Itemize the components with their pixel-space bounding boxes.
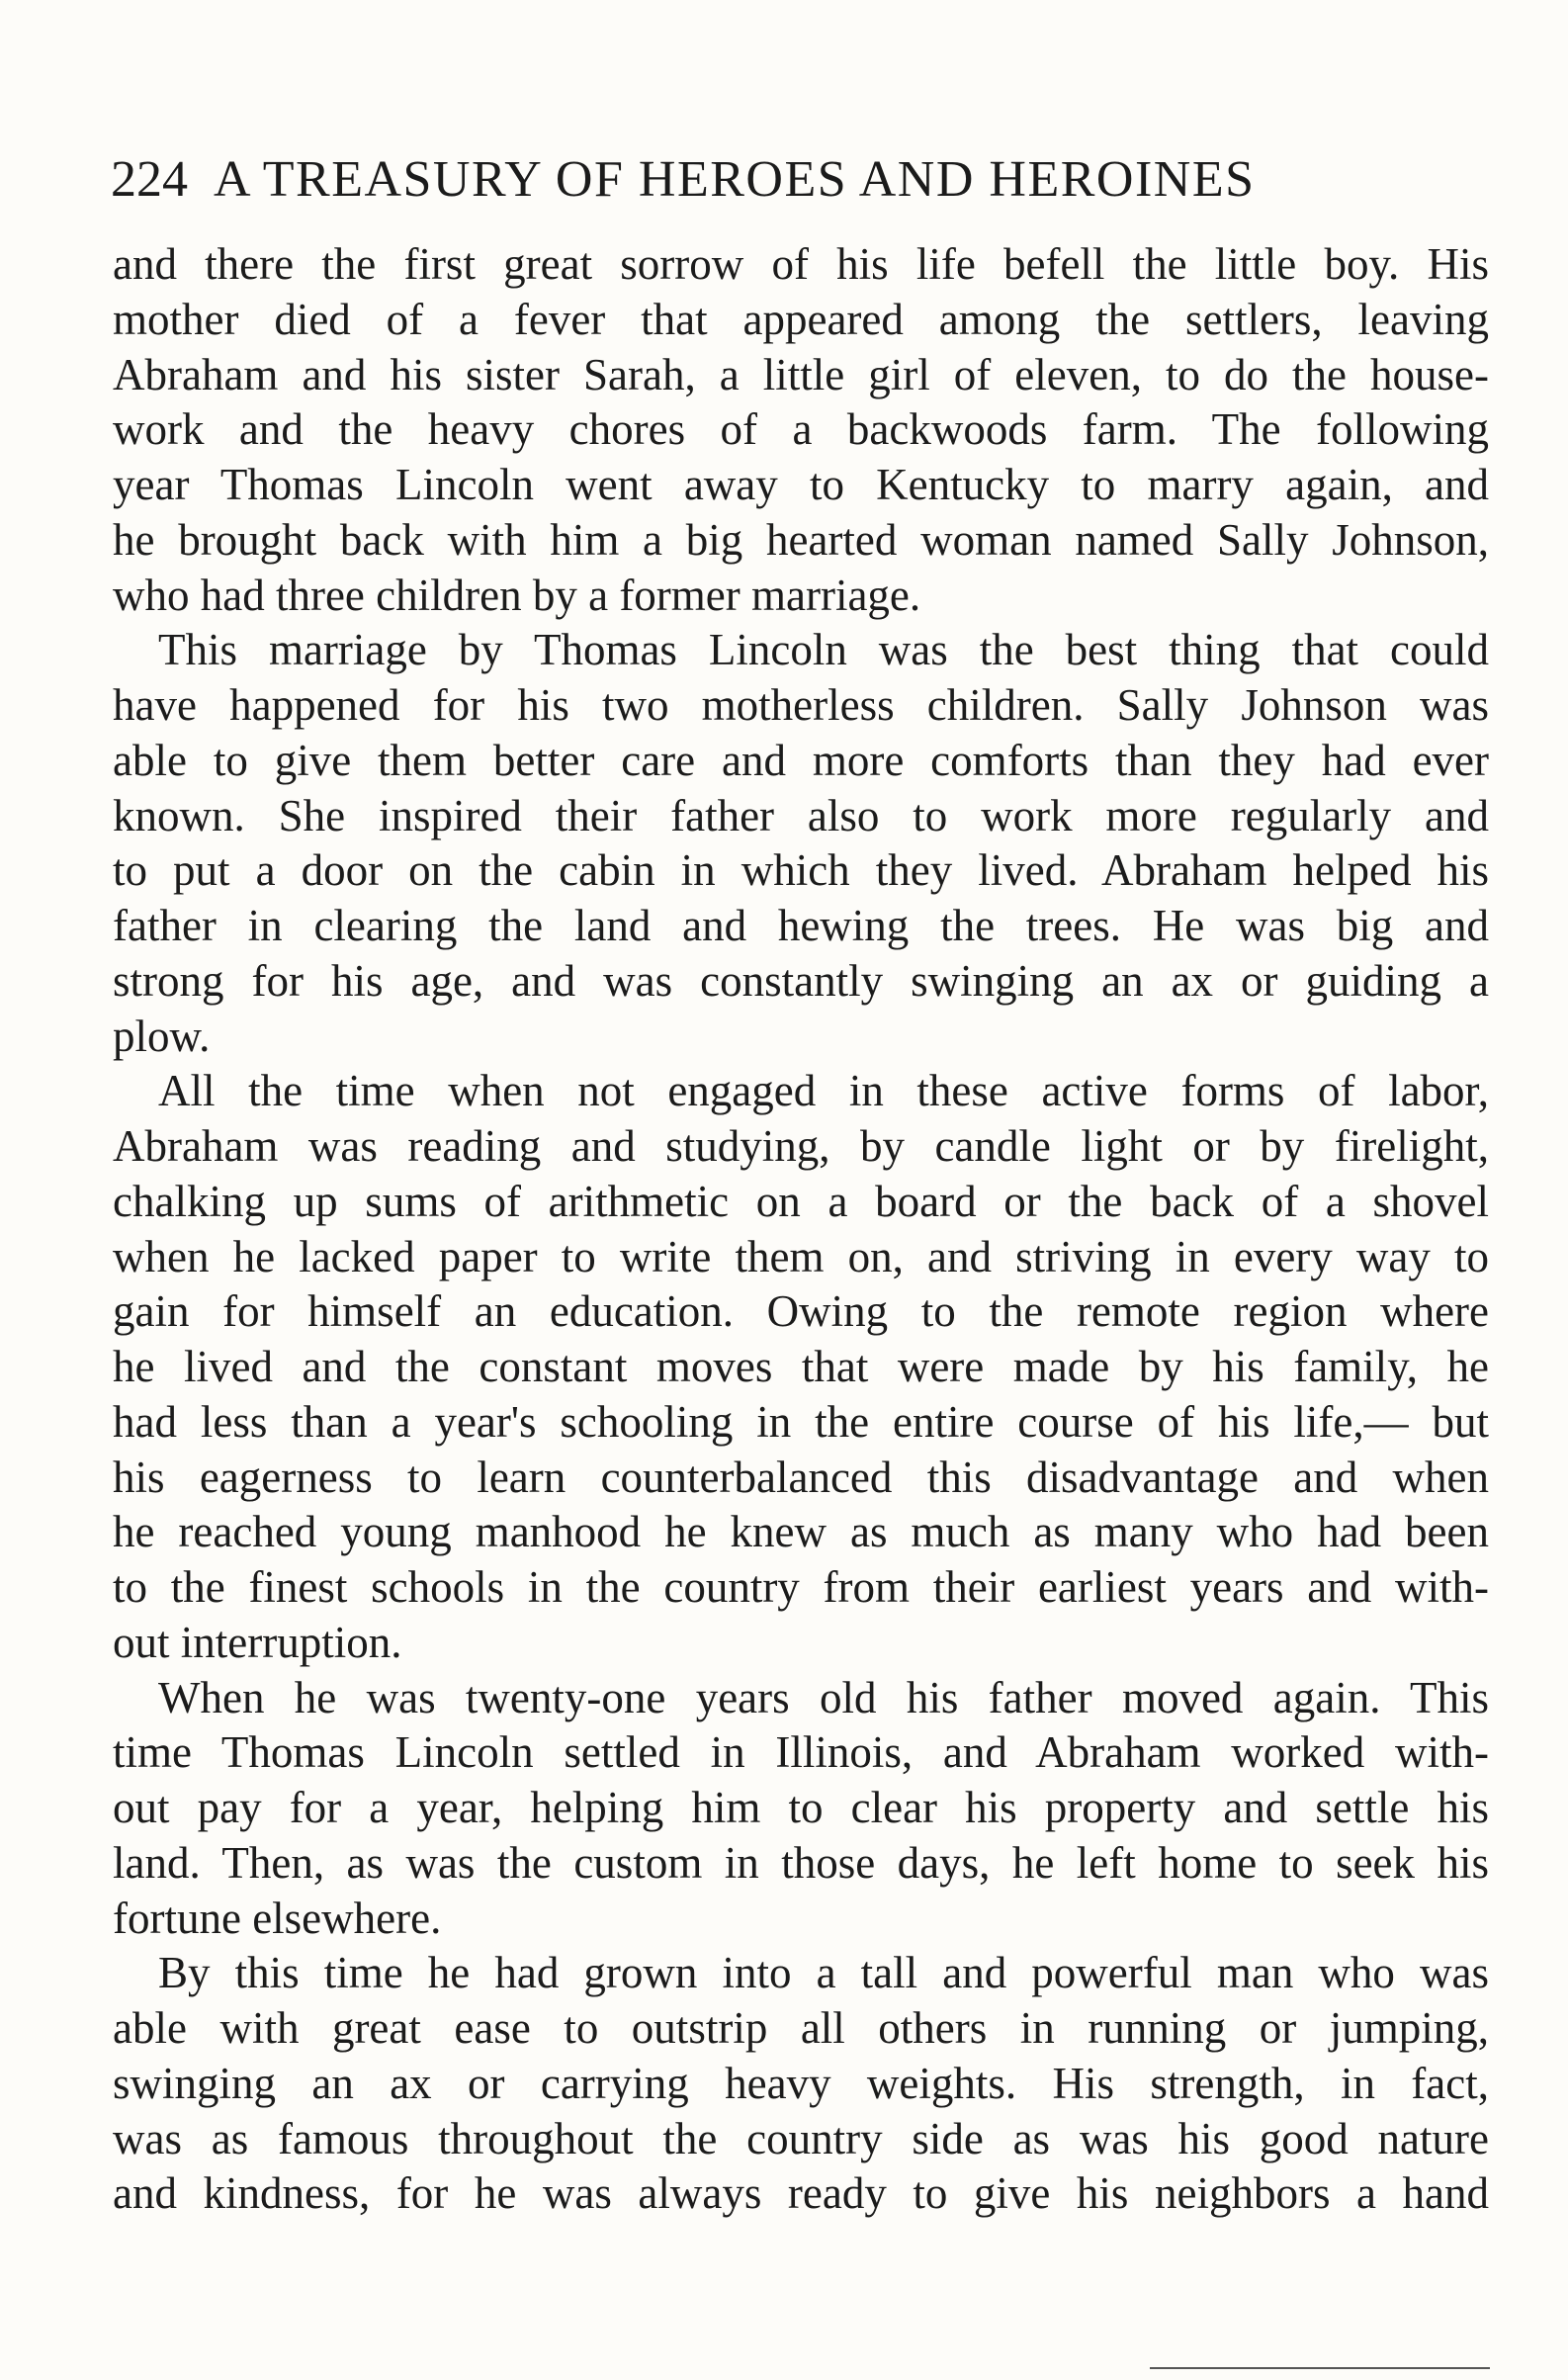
text-line: When he was twenty-one years old his father moved again. This	[158, 1672, 1489, 1722]
text-line: gain for himself an education. Owing to the remote region where	[113, 1286, 1489, 1337]
text-line: time Thomas Lincoln settled in Illinois, and Abraham worked with-	[113, 1727, 1489, 1778]
text-line: fortune elsewhere.	[113, 1893, 442, 1943]
paragraph	[113, 1671, 1489, 1947]
text-line: Abraham and his sister Sarah, a little girl of eleven, to do the house-	[113, 349, 1489, 399]
body-text	[113, 237, 1489, 2222]
footer-rule	[1150, 2367, 1490, 2369]
text-line: strong for his age, and was constantly swinging an ax or guiding a	[113, 955, 1489, 1006]
text-line: out pay for a year, helping him to clear his property and settle his	[113, 1783, 1489, 1832]
text-line: swinging an ax or carrying heavy weights. His strength, in fact,	[113, 2058, 1489, 2108]
text-line: out interruption.	[113, 1617, 402, 1667]
paragraph	[113, 1064, 1489, 1670]
text-line: able to give them better care and more comforts than they had ever	[113, 735, 1489, 785]
text-line: All the time when not engaged in these active forms of labor,	[158, 1066, 1489, 1116]
text-line: he reached young manhood he knew as much as many who had been	[113, 1507, 1489, 1557]
paragraph	[113, 1946, 1489, 2222]
text-line: known. She inspired their father also to work more regularly and	[113, 790, 1489, 840]
text-line: and there the first great sorrow of his life befell the little boy. His	[113, 239, 1489, 289]
paragraph	[113, 623, 1489, 1064]
text-line: mother died of a fever that appeared among the settlers, leaving	[113, 294, 1489, 344]
text-line: he brought back with him a big hearted woman named Sally Johnson,	[113, 514, 1489, 565]
text-line: year Thomas Lincoln went away to Kentucky to marry again, and	[113, 460, 1489, 509]
text-line: had less than a year's schooling in the entire course of his life,— but	[113, 1396, 1489, 1447]
text-line: land. Then, as was the custom in those days, he left home to seek his	[113, 1837, 1489, 1888]
text-line: to put a door on the cabin in which they lived. Abraham helped his	[113, 845, 1489, 896]
paragraph	[113, 237, 1489, 623]
text-line: and kindness, for he was always ready to give his neighbors a hand	[113, 2168, 1489, 2219]
text-line: plow.	[113, 1011, 211, 1061]
text-line: when he lacked paper to write them on, and striving in every way to	[113, 1231, 1489, 1281]
text-line: he lived and the constant moves that were made by his family, he	[113, 1342, 1489, 1391]
page-number: 224	[111, 151, 188, 208]
text-line: father in clearing the land and hewing the trees. He was big and	[113, 901, 1489, 950]
text-line: who had three children by a former marriage.	[113, 570, 921, 620]
text-line: was as famous throughout the country side as was his good nature	[113, 2113, 1489, 2163]
text-line: By this time he had grown into a tall and powerful man who was	[158, 1948, 1489, 1998]
running-title: A TREASURY OF HEROES AND HEROINES	[214, 151, 1256, 208]
text-line: work and the heavy chores of a backwoods farm. The following	[113, 404, 1489, 455]
text-line: chalking up sums of arithmetic on a board or the back of a shovel	[113, 1176, 1489, 1226]
text-line: his eagerness to learn counterbalanced this disadvantage and when	[113, 1452, 1489, 1502]
text-line: able with great ease to outstrip all others in running or jumping,	[113, 2003, 1489, 2053]
text-line: This marriage by Thomas Lincoln was the best thing that could	[158, 625, 1489, 675]
text-line: have happened for his two motherless children. Sally Johnson was	[113, 680, 1489, 730]
text-line: to the finest schools in the country from their earliest years and with-	[113, 1562, 1489, 1612]
running-head	[111, 150, 1256, 210]
text-line: Abraham was reading and studying, by candle light or by firelight,	[113, 1121, 1489, 1171]
